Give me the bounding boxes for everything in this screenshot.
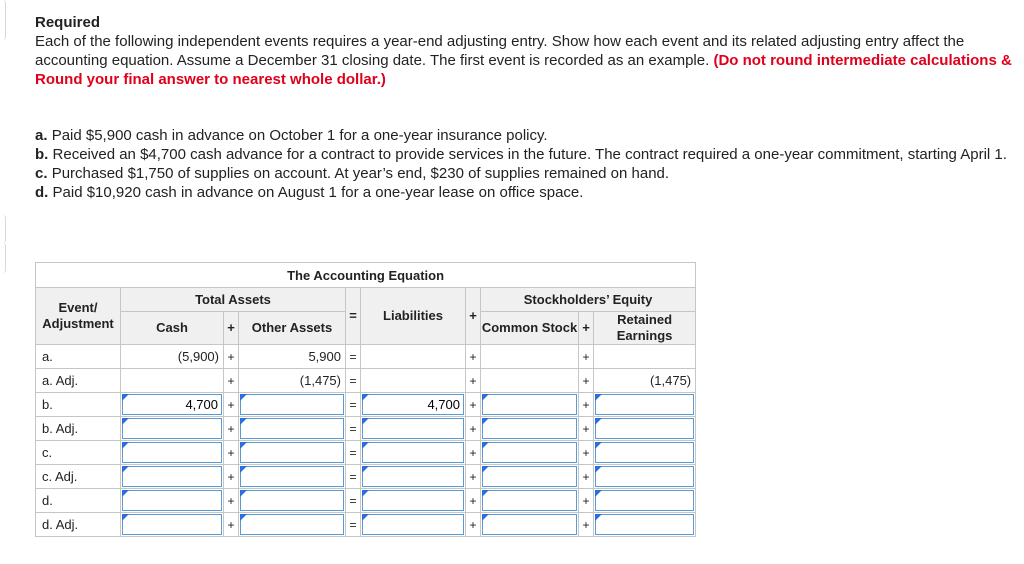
table-row bbox=[36, 513, 696, 537]
cash-cell bbox=[121, 465, 224, 489]
other-assets-cell bbox=[239, 417, 346, 441]
input-marker-icon bbox=[122, 442, 129, 449]
plus-sign: + bbox=[466, 345, 481, 369]
retained-earnings-input[interactable] bbox=[595, 442, 694, 463]
liabilities-input[interactable] bbox=[362, 514, 464, 535]
stockholders-equity-header: Stockholders’ Equity bbox=[481, 288, 696, 312]
rounding-warning: (Do not round intermediate calculations & Round your final answer to nearest whole dollar.) bbox=[35, 52, 1012, 88]
event-label: d. Adj. bbox=[36, 513, 121, 537]
side-tab bbox=[0, 0, 6, 40]
input-marker-icon bbox=[362, 490, 369, 497]
equals-sign: = bbox=[346, 393, 361, 417]
event-list bbox=[35, 126, 1015, 202]
event-item: d. Paid $10,920 cash in advance on August 1 for a one-year lease on office space. bbox=[35, 184, 584, 201]
plus-sign: + bbox=[224, 441, 239, 465]
liabilities-cell bbox=[361, 489, 466, 513]
plus-sign: + bbox=[466, 369, 481, 393]
cash-input[interactable] bbox=[122, 490, 222, 511]
other-assets-input[interactable] bbox=[240, 490, 344, 511]
required-heading: Required bbox=[35, 14, 101, 31]
event-label: c. bbox=[36, 441, 121, 465]
common-stock-cell bbox=[481, 465, 579, 489]
other-assets-input[interactable] bbox=[240, 394, 344, 415]
table-row bbox=[36, 489, 696, 513]
plus-sign: + bbox=[224, 312, 239, 345]
equals-sign: = bbox=[346, 465, 361, 489]
equals-sign: = bbox=[346, 441, 361, 465]
retained-earnings-input[interactable] bbox=[595, 466, 694, 487]
other-assets-cell bbox=[239, 441, 346, 465]
input-marker-icon bbox=[122, 466, 129, 473]
table-title: The Accounting Equation bbox=[36, 263, 696, 288]
plus-sign: + bbox=[579, 345, 594, 369]
input-marker-icon bbox=[240, 418, 247, 425]
input-marker-icon bbox=[482, 418, 489, 425]
cash-header: Cash bbox=[121, 312, 224, 345]
retained-earnings-cell bbox=[594, 465, 696, 489]
event-label: a. Adj. bbox=[36, 369, 121, 393]
input-marker-icon bbox=[240, 394, 247, 401]
equals-sign: = bbox=[346, 288, 361, 345]
other-assets-input[interactable] bbox=[240, 466, 344, 487]
common-stock-header: Common Stock bbox=[481, 312, 579, 345]
table-row bbox=[36, 441, 696, 465]
other-assets-input[interactable] bbox=[240, 442, 344, 463]
plus-sign: + bbox=[224, 417, 239, 441]
liabilities-input[interactable] bbox=[362, 442, 464, 463]
table-row bbox=[36, 369, 696, 393]
other-assets-input[interactable] bbox=[240, 514, 344, 535]
common-stock-input[interactable] bbox=[482, 394, 577, 415]
common-stock-cell bbox=[481, 513, 579, 537]
table-row bbox=[36, 465, 696, 489]
retained-earnings-input[interactable] bbox=[595, 490, 694, 511]
cash-input[interactable] bbox=[122, 514, 222, 535]
equals-sign: = bbox=[346, 417, 361, 441]
plus-sign: + bbox=[579, 441, 594, 465]
input-marker-icon bbox=[595, 466, 602, 473]
event-item: c. Purchased $1,750 of supplies on account. At year’s end, $230 of supplies remained on hand. bbox=[35, 165, 670, 182]
input-marker-icon bbox=[362, 514, 369, 521]
plus-sign: + bbox=[579, 513, 594, 537]
plus-sign: + bbox=[466, 441, 481, 465]
equals-sign: = bbox=[346, 489, 361, 513]
liabilities-cell bbox=[361, 441, 466, 465]
input-marker-icon bbox=[482, 442, 489, 449]
retained-earnings-value: (1,475) bbox=[594, 369, 696, 393]
input-marker-icon bbox=[362, 418, 369, 425]
plus-sign: + bbox=[466, 393, 481, 417]
retained-earnings-cell bbox=[594, 393, 696, 417]
other-assets-input[interactable] bbox=[240, 418, 344, 439]
cash-input[interactable] bbox=[122, 394, 222, 415]
input-marker-icon bbox=[122, 514, 129, 521]
retained-earnings-input[interactable] bbox=[595, 394, 694, 415]
cash-input[interactable] bbox=[122, 442, 222, 463]
input-marker-icon bbox=[595, 490, 602, 497]
plus-sign: + bbox=[224, 393, 239, 417]
plus-sign: + bbox=[466, 513, 481, 537]
input-marker-icon bbox=[240, 442, 247, 449]
liabilities-input[interactable] bbox=[362, 490, 464, 511]
plus-sign: + bbox=[224, 513, 239, 537]
table-row bbox=[36, 345, 696, 369]
input-marker-icon bbox=[362, 442, 369, 449]
plus-sign: + bbox=[579, 489, 594, 513]
common-stock-input[interactable] bbox=[482, 490, 577, 511]
input-marker-icon bbox=[122, 490, 129, 497]
plus-sign: + bbox=[579, 393, 594, 417]
input-marker-icon bbox=[122, 394, 129, 401]
plus-sign: + bbox=[579, 417, 594, 441]
input-marker-icon bbox=[240, 466, 247, 473]
event-label: c. Adj. bbox=[36, 465, 121, 489]
other-assets-value: (1,475) bbox=[239, 369, 346, 393]
table-row bbox=[36, 393, 696, 417]
total-assets-header: Total Assets bbox=[121, 288, 346, 312]
input-marker-icon bbox=[362, 394, 369, 401]
plus-sign: + bbox=[466, 417, 481, 441]
event-item: b. Received an $4,700 cash advance for a contract to provide services in the future. The contract required a one-year commitment, starting April 1. bbox=[35, 146, 1007, 163]
equals-sign: = bbox=[346, 513, 361, 537]
instructions-text: Each of the following independent events requires a year-end adjusting entry. Show how each event and its related adjusting entry affect the accounting equation. Assume a December 31 closing date. The first event is recorded as an example. bbox=[35, 33, 965, 69]
retained-earnings-input[interactable] bbox=[595, 418, 694, 439]
liabilities-header: Liabilities bbox=[361, 288, 466, 345]
cash-cell bbox=[121, 417, 224, 441]
common-stock-input[interactable] bbox=[482, 442, 577, 463]
retained-earnings-header: Retained Earnings bbox=[594, 312, 696, 345]
other-assets-cell bbox=[239, 513, 346, 537]
plus-sign: + bbox=[224, 489, 239, 513]
retained-earnings-input[interactable] bbox=[595, 514, 694, 535]
liabilities-input[interactable] bbox=[362, 394, 464, 415]
event-label: d. bbox=[36, 489, 121, 513]
plus-sign: + bbox=[579, 369, 594, 393]
accounting-equation-table bbox=[35, 262, 696, 537]
input-marker-icon bbox=[240, 514, 247, 521]
input-marker-icon bbox=[482, 394, 489, 401]
equals-sign: = bbox=[346, 369, 361, 393]
common-stock-cell bbox=[481, 489, 579, 513]
retained-earnings-cell bbox=[594, 441, 696, 465]
plus-sign: + bbox=[579, 312, 594, 345]
liabilities-cell bbox=[361, 393, 466, 417]
cash-cell bbox=[121, 513, 224, 537]
event-label: b. Adj. bbox=[36, 417, 121, 441]
cash-cell bbox=[121, 441, 224, 465]
side-tab bbox=[0, 215, 6, 243]
other-assets-header: Other Assets bbox=[239, 312, 346, 345]
plus-sign: + bbox=[466, 465, 481, 489]
liabilities-input[interactable] bbox=[362, 418, 464, 439]
common-stock-input[interactable] bbox=[482, 418, 577, 439]
retained-earnings-cell bbox=[594, 489, 696, 513]
input-marker-icon bbox=[482, 514, 489, 521]
plus-sign: + bbox=[466, 288, 481, 345]
input-marker-icon bbox=[482, 466, 489, 473]
common-stock-cell bbox=[481, 393, 579, 417]
other-assets-cell bbox=[239, 393, 346, 417]
other-assets-cell bbox=[239, 465, 346, 489]
plus-sign: + bbox=[466, 489, 481, 513]
common-stock-value bbox=[481, 345, 579, 369]
event-label: b. bbox=[36, 393, 121, 417]
input-marker-icon bbox=[595, 514, 602, 521]
cash-cell bbox=[121, 489, 224, 513]
retained-earnings-value bbox=[594, 345, 696, 369]
event-column-header: Event/ Adjustment bbox=[36, 288, 121, 345]
plus-sign: + bbox=[579, 465, 594, 489]
side-tab bbox=[0, 243, 6, 273]
retained-earnings-cell bbox=[594, 513, 696, 537]
retained-earnings-cell bbox=[594, 417, 696, 441]
equals-sign: = bbox=[346, 345, 361, 369]
plus-sign: + bbox=[224, 369, 239, 393]
common-stock-cell bbox=[481, 417, 579, 441]
plus-sign: + bbox=[224, 345, 239, 369]
common-stock-input[interactable] bbox=[482, 514, 577, 535]
other-assets-cell bbox=[239, 489, 346, 513]
plus-sign: + bbox=[224, 465, 239, 489]
liabilities-input[interactable] bbox=[362, 466, 464, 487]
liabilities-value bbox=[361, 345, 466, 369]
cash-cell bbox=[121, 393, 224, 417]
cash-input[interactable] bbox=[122, 418, 222, 439]
event-label: a. bbox=[36, 345, 121, 369]
common-stock-cell bbox=[481, 441, 579, 465]
cash-value: (5,900) bbox=[121, 345, 224, 369]
input-marker-icon bbox=[482, 490, 489, 497]
event-item: a. Paid $5,900 cash in advance on October 1 for a one-year insurance policy. bbox=[35, 127, 548, 144]
liabilities-cell bbox=[361, 417, 466, 441]
input-marker-icon bbox=[595, 394, 602, 401]
other-assets-value: 5,900 bbox=[239, 345, 346, 369]
cash-input[interactable] bbox=[122, 466, 222, 487]
liabilities-cell bbox=[361, 465, 466, 489]
liabilities-cell bbox=[361, 513, 466, 537]
instructions bbox=[35, 13, 1015, 89]
input-marker-icon bbox=[122, 418, 129, 425]
common-stock-input[interactable] bbox=[482, 466, 577, 487]
common-stock-value bbox=[481, 369, 579, 393]
input-marker-icon bbox=[362, 466, 369, 473]
input-marker-icon bbox=[595, 442, 602, 449]
input-marker-icon bbox=[240, 490, 247, 497]
liabilities-value bbox=[361, 369, 466, 393]
table-row bbox=[36, 417, 696, 441]
input-marker-icon bbox=[595, 418, 602, 425]
cash-value bbox=[121, 369, 224, 393]
